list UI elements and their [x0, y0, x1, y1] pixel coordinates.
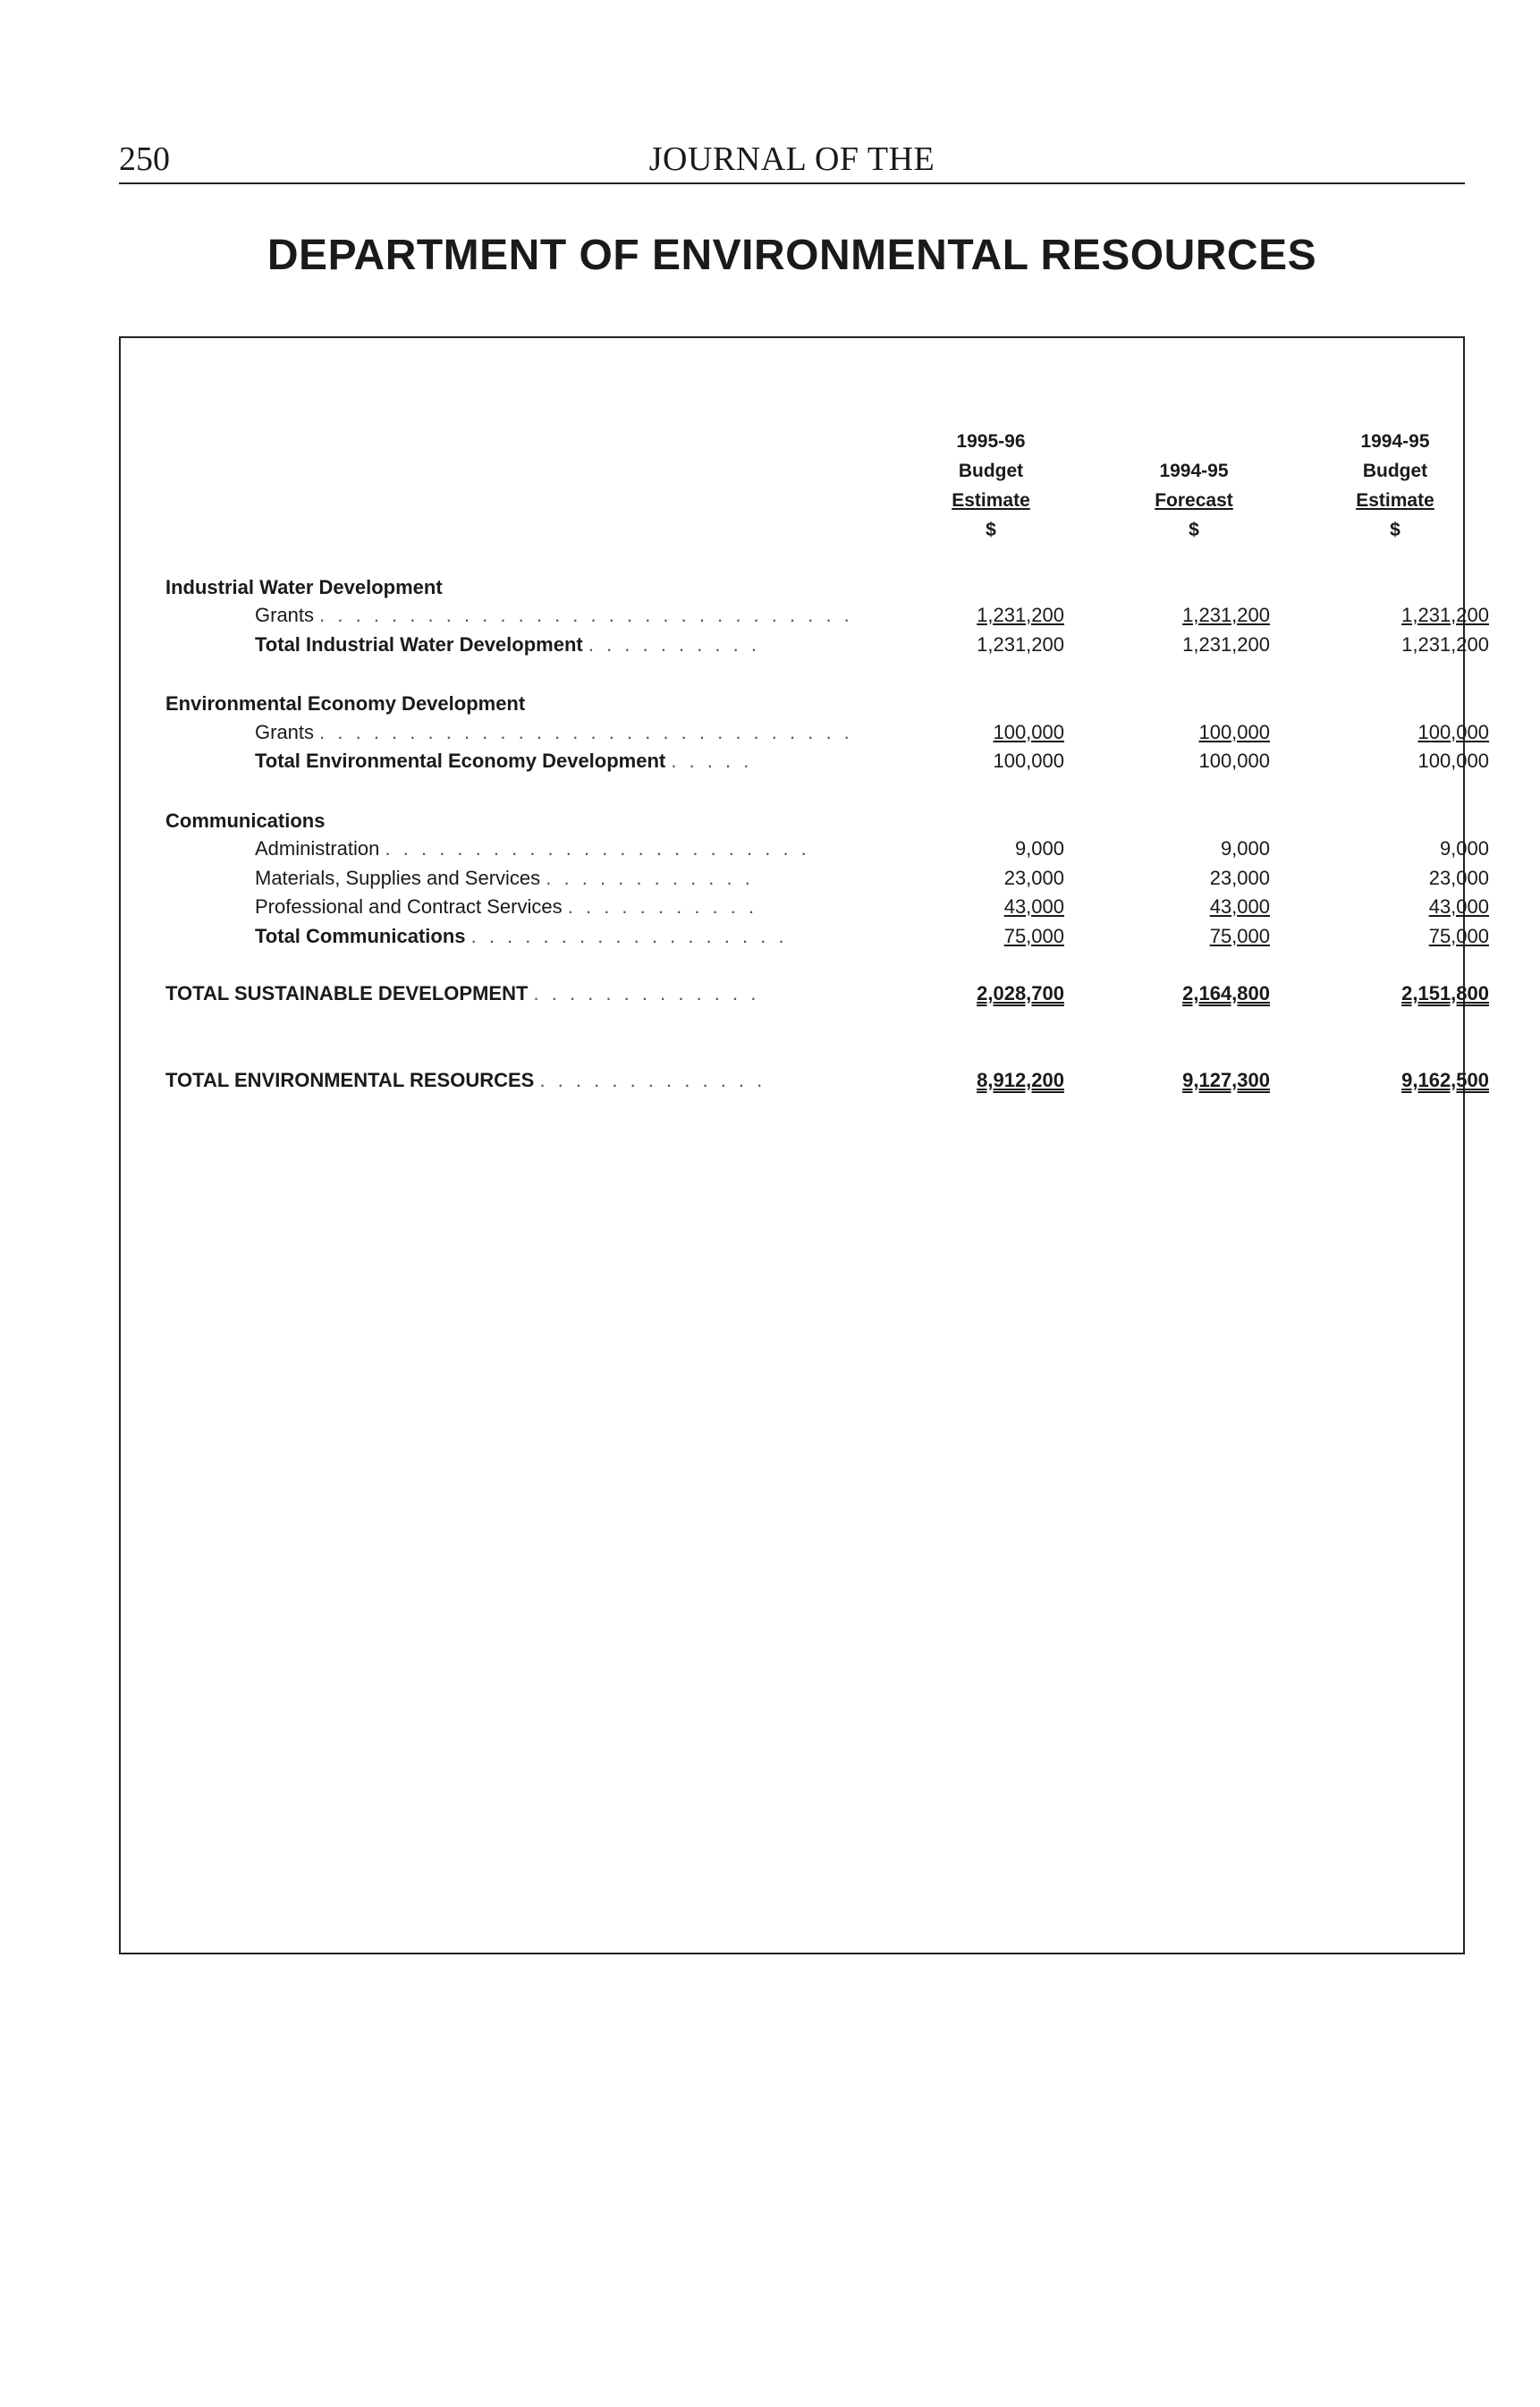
value-forecast: 100,000	[1198, 750, 1270, 772]
column-type: Budget	[958, 461, 1024, 481]
value-1994-95: 43,000	[1428, 895, 1489, 918]
value-1994-95: 100,000	[1417, 750, 1489, 772]
row-label: Materials, Supplies and Services	[255, 867, 541, 889]
column-header-1995-96-estimate	[910, 427, 1071, 545]
row-label: TOTAL ENVIRONMENTAL RESOURCES	[165, 1069, 535, 1091]
value-forecast: 23,000	[1209, 867, 1270, 889]
column-header-1994-95-estimate	[1315, 427, 1476, 545]
value-forecast: 2,164,800	[1182, 982, 1270, 1004]
table-row: Total Industrial Water Development . . . . . . . . . . 1,231,200 1,231,200 1,231,200	[121, 631, 1463, 658]
column-unit: $	[1390, 520, 1400, 540]
value-1995-96: 100,000	[993, 750, 1064, 772]
value-1995-96: 75,000	[1003, 925, 1064, 947]
value-1994-95: 2,151,800	[1401, 982, 1489, 1004]
table-row: Professional and Contract Services . . . . . . . . . . . 43,000 43,000 43,000	[121, 894, 1463, 920]
value-1994-95: 23,000	[1428, 867, 1489, 889]
column-sub: Estimate	[1356, 490, 1434, 511]
row-label: Grants	[255, 721, 315, 743]
running-head	[119, 132, 1465, 184]
value-1995-96: 23,000	[1003, 867, 1064, 889]
value-1994-95: 75,000	[1428, 925, 1489, 947]
value-1995-96: 100,000	[993, 721, 1064, 743]
section-heading: Environmental Economy Development	[165, 692, 526, 715]
column-unit: $	[986, 520, 996, 540]
table-row: Total Environmental Economy Development . . . . . 100,000 100,000 100,000	[121, 748, 1463, 775]
table-row: Grants . . . . . . . . . . . . . . . . . . . . . . . . . . . . . . 100,000 100,000 100,000	[121, 719, 1463, 746]
section-heading: Industrial Water Development	[165, 576, 443, 598]
total-row-environmental-resources: TOTAL ENVIRONMENTAL RESOURCES . . . . . . . . . . . . . 8,912,200 9,127,300 9,162,500	[121, 1067, 1463, 1094]
value-1994-95: 100,000	[1417, 721, 1489, 743]
value-1995-96: 8,912,200	[977, 1069, 1064, 1091]
value-1995-96: 1,231,200	[977, 604, 1064, 626]
value-forecast: 75,000	[1209, 925, 1270, 947]
value-1994-95: 1,231,200	[1401, 633, 1489, 656]
value-1994-95: 9,000	[1439, 837, 1489, 860]
column-type: Budget	[1362, 461, 1428, 481]
page-number: 250	[119, 140, 170, 178]
row-label: Total Communications	[255, 925, 466, 947]
value-1994-95: 9,162,500	[1401, 1069, 1489, 1091]
total-row-sustainable: TOTAL SUSTAINABLE DEVELOPMENT . . . . . . . . . . . . . 2,028,700 2,164,800 2,151,800	[121, 980, 1463, 1007]
value-1994-95: 1,231,200	[1401, 604, 1489, 626]
value-1995-96: 2,028,700	[977, 982, 1064, 1004]
column-unit: $	[1189, 520, 1199, 540]
row-label: Total Industrial Water Development	[255, 633, 583, 656]
table-row: Administration . . . . . . . . . . . . . . . . . . . . . . . . 9,000 9,000 9,000	[121, 835, 1463, 862]
value-forecast: 43,000	[1209, 895, 1270, 918]
section-heading-communications	[121, 808, 1463, 835]
row-label: Grants	[255, 604, 315, 626]
value-forecast: 1,231,200	[1182, 633, 1270, 656]
row-label: Professional and Contract Services	[255, 895, 563, 918]
table-row: Total Communications . . . . . . . . . . . . . . . . . . 75,000 75,000 75,000	[121, 923, 1463, 950]
section-heading: Communications	[165, 809, 326, 832]
column-sub: Estimate	[952, 490, 1030, 511]
column-sub: Forecast	[1155, 490, 1233, 511]
value-1995-96: 43,000	[1003, 895, 1064, 918]
row-label: Total Environmental Economy Development	[255, 750, 666, 772]
value-forecast: 9,127,300	[1182, 1069, 1270, 1091]
column-year	[1113, 427, 1274, 456]
value-forecast: 9,000	[1220, 837, 1270, 860]
column-year: 1994-95	[1360, 431, 1430, 452]
row-label: Administration	[255, 837, 380, 860]
value-forecast: 1,231,200	[1182, 604, 1270, 626]
section-heading-industrial	[121, 574, 1463, 601]
journal-title: JOURNAL OF THE	[648, 140, 935, 178]
table-row: Materials, Supplies and Services . . . . . . . . . . . . 23,000 23,000 23,000	[121, 865, 1463, 892]
value-forecast: 100,000	[1198, 721, 1270, 743]
column-header-1994-95-forecast	[1113, 427, 1274, 545]
value-1995-96: 1,231,200	[977, 633, 1064, 656]
row-label: TOTAL SUSTAINABLE DEVELOPMENT	[165, 982, 529, 1004]
section-heading-environmental	[121, 691, 1463, 717]
page-title: DEPARTMENT OF ENVIRONMENTAL RESOURCES	[267, 232, 1317, 279]
value-1995-96: 9,000	[1014, 837, 1064, 860]
column-year: 1995-96	[956, 431, 1026, 452]
budget-table-frame	[119, 336, 1489, 1954]
column-type: 1994-95	[1159, 461, 1229, 481]
table-row: Grants . . . . . . . . . . . . . . . . . . . . . . . . . . . . . . 1,231,200 1,231,200 1,231,200	[121, 602, 1463, 629]
